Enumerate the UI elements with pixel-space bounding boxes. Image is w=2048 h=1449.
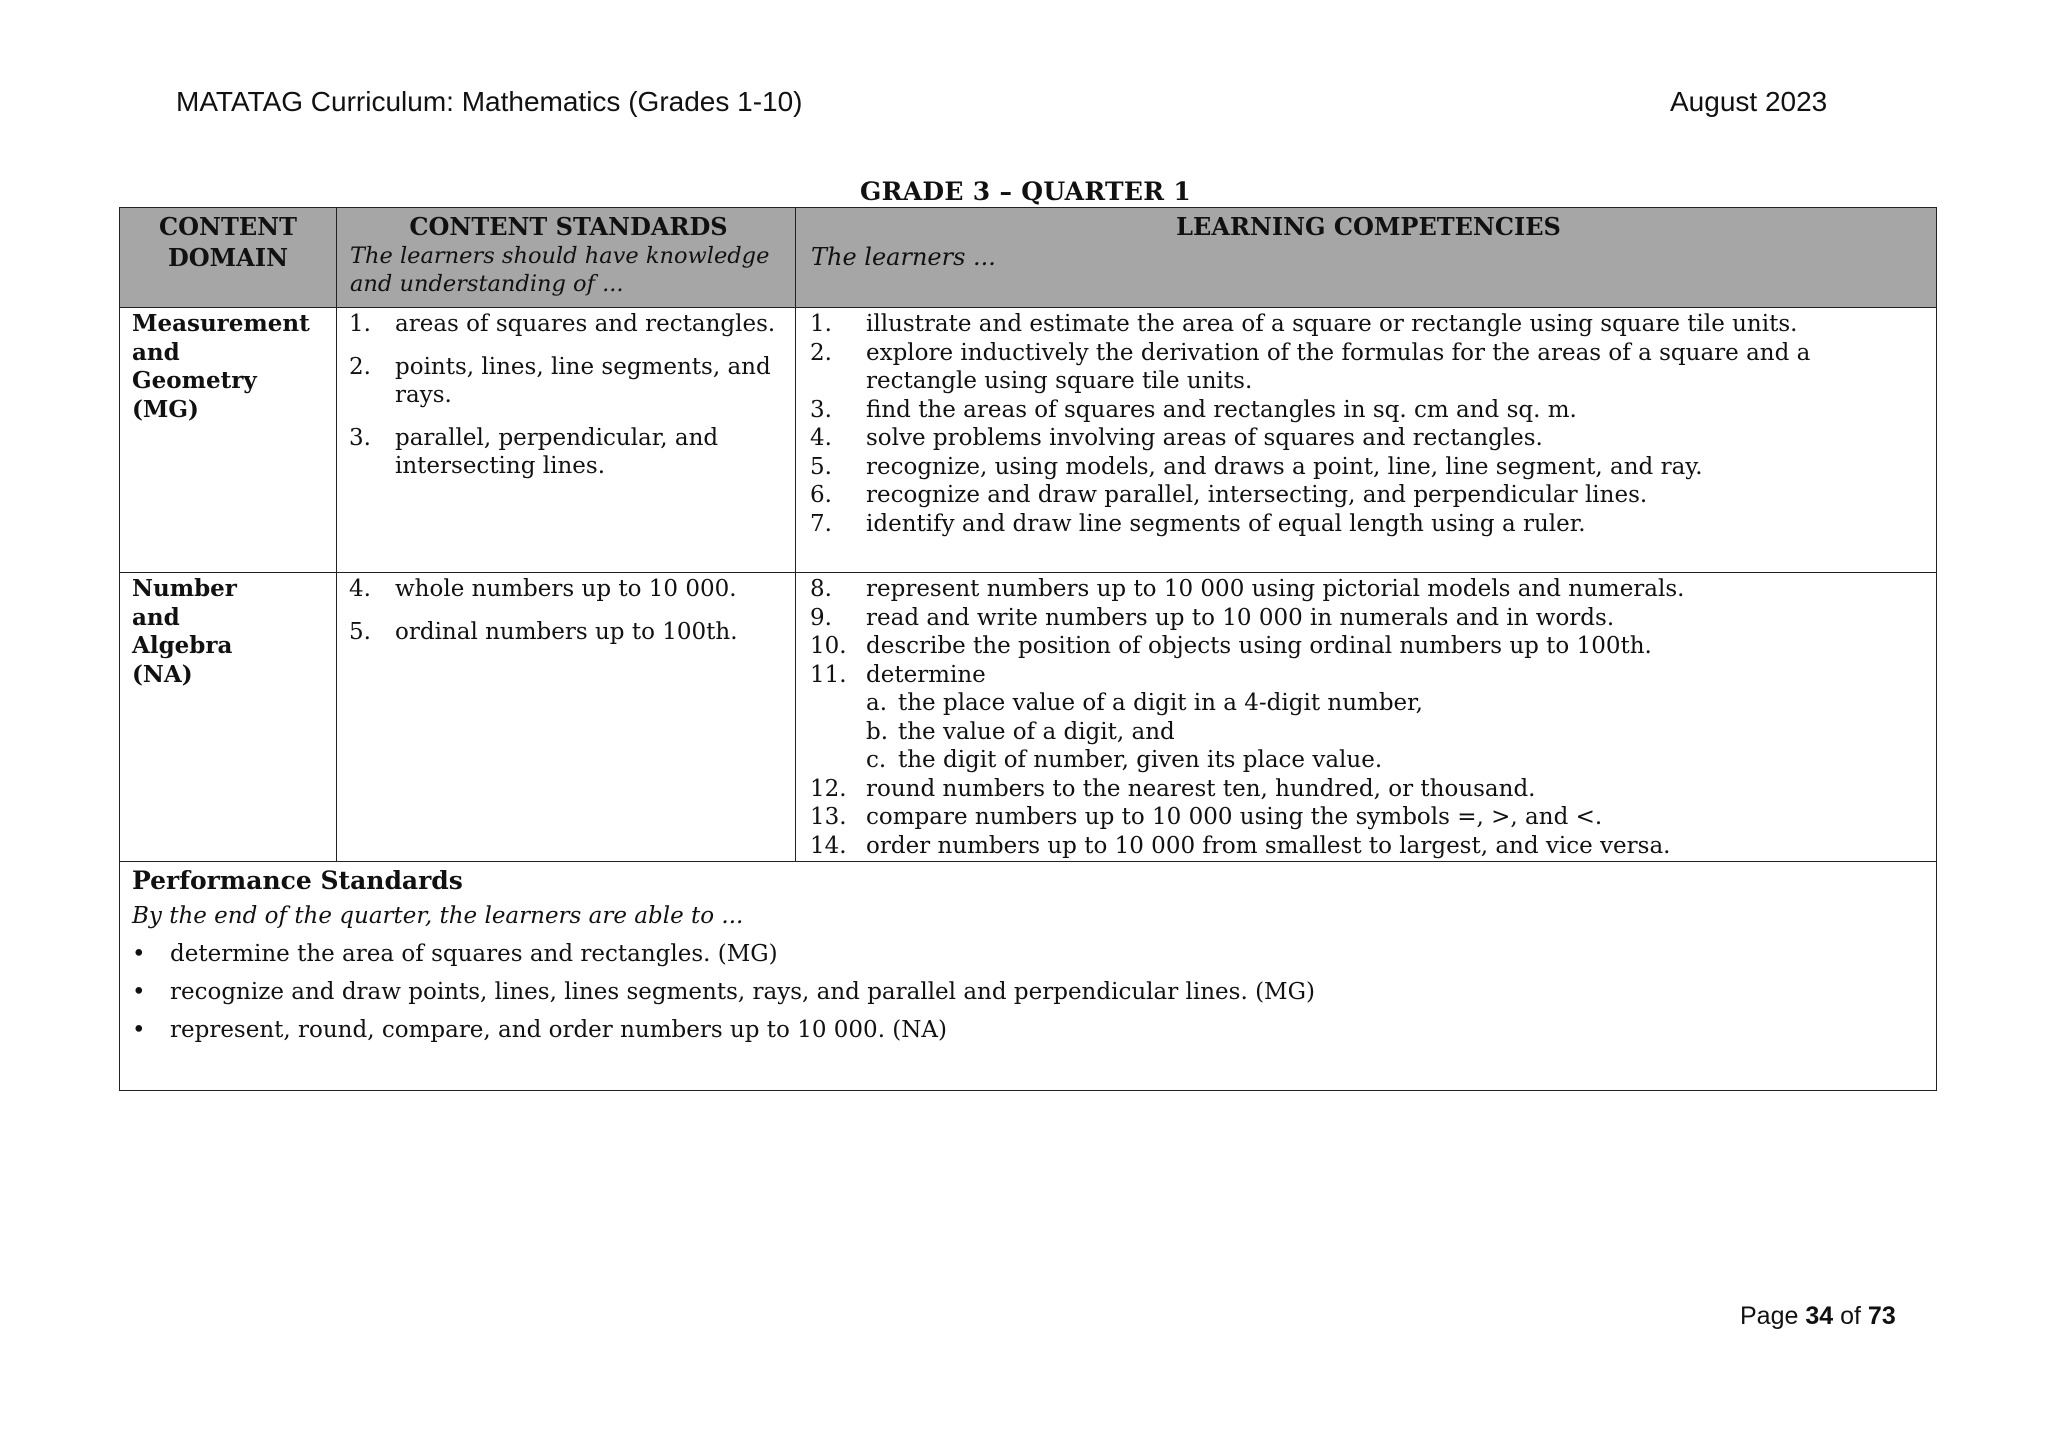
domain-cell-na bbox=[120, 573, 337, 862]
page-label: Page bbox=[1740, 1302, 1799, 1330]
item-number: 14. bbox=[810, 832, 847, 859]
performance-standards-row bbox=[120, 862, 1937, 1091]
item-text: read and write numbers up to 10 000 in numerals and in words. bbox=[866, 604, 1615, 631]
list-item bbox=[132, 973, 1926, 1011]
list-item bbox=[810, 832, 1926, 861]
performance-standards-title: Performance Standards bbox=[132, 866, 463, 895]
list-item bbox=[810, 510, 1926, 539]
domain-line: (MG) bbox=[132, 395, 199, 423]
item-text: represent, round, compare, and order numbers up to 10 000. (NA) bbox=[170, 1017, 947, 1043]
item-text: points, lines, line segments, and rays. bbox=[395, 353, 771, 408]
item-number: 12. bbox=[810, 775, 847, 802]
col-header-content-standards bbox=[337, 208, 796, 308]
item-number: 5. bbox=[349, 618, 371, 645]
page-of: of bbox=[1840, 1302, 1861, 1330]
item-text: recognize, using models, and draws a point, line, line segment, and ray. bbox=[866, 453, 1703, 480]
item-text: find the areas of squares and rectangles in sq. cm and sq. m. bbox=[866, 396, 1577, 423]
item-number: 2. bbox=[349, 353, 371, 380]
item-text: determine bbox=[866, 661, 986, 688]
item-text: the place value of a digit in a 4-digit number, bbox=[898, 690, 1423, 716]
list-subitem bbox=[810, 746, 1926, 775]
item-text: recognize and draw parallel, intersecting, and perpendicular lines. bbox=[866, 482, 1648, 508]
list-item bbox=[349, 424, 785, 481]
list-item bbox=[810, 803, 1926, 832]
col-header-content-standards-sub: The learners should have knowledge and understanding of ... bbox=[350, 243, 770, 297]
document-header-date: August 2023 bbox=[1670, 86, 1828, 117]
col-header-learning-competencies-title: LEARNING COMPETENCIES bbox=[1176, 212, 1561, 241]
item-number: 3. bbox=[349, 424, 371, 451]
item-number: 10. bbox=[810, 633, 847, 659]
performance-standards-list bbox=[132, 935, 1926, 1049]
col-header-content-standards-title: CONTENT STANDARDS bbox=[409, 212, 728, 241]
list-item bbox=[810, 661, 1926, 690]
domain-line: Measurement bbox=[132, 310, 310, 337]
domain-line: Algebra bbox=[132, 632, 233, 659]
list-item bbox=[810, 604, 1926, 633]
domain-line: and bbox=[132, 603, 180, 631]
col-header-learning-competencies bbox=[796, 208, 1937, 308]
list-item bbox=[810, 310, 1926, 339]
item-text: illustrate and estimate the area of a square or rectangle using square tile units. bbox=[866, 311, 1798, 337]
table-header-row bbox=[120, 208, 1937, 308]
domain-line: (NA) bbox=[132, 660, 193, 688]
item-number: 8. bbox=[810, 576, 832, 602]
standards-cell-mg bbox=[337, 308, 796, 573]
bullet-icon: • bbox=[132, 1017, 146, 1043]
list-item bbox=[132, 935, 1926, 973]
item-text: the digit of number, given its place value. bbox=[898, 747, 1383, 773]
curriculum-table bbox=[119, 207, 1937, 1091]
grade-quarter-title: GRADE 3 – QUARTER 1 bbox=[860, 177, 1192, 206]
bullet-icon: • bbox=[132, 979, 146, 1005]
list-item bbox=[810, 632, 1926, 661]
item-number: 9. bbox=[810, 604, 832, 631]
domain-line: Number bbox=[132, 575, 237, 602]
list-item bbox=[349, 310, 785, 339]
item-number: 6. bbox=[810, 482, 832, 508]
item-text: parallel, perpendicular, and intersecting lines. bbox=[395, 424, 719, 479]
item-text: areas of squares and rectangles. bbox=[395, 311, 776, 337]
item-number: 2. bbox=[810, 339, 832, 366]
list-item bbox=[810, 481, 1926, 510]
page-total: 73 bbox=[1867, 1302, 1896, 1330]
item-number: 5. bbox=[810, 453, 832, 480]
item-number: 4. bbox=[810, 425, 832, 451]
standards-cell-na bbox=[337, 573, 796, 862]
col-header-learning-competencies-sub: The learners ... bbox=[811, 243, 996, 271]
list-item bbox=[810, 575, 1926, 604]
list-item bbox=[132, 1011, 1926, 1049]
list-item bbox=[349, 618, 785, 647]
page-current: 34 bbox=[1805, 1302, 1834, 1330]
item-text: whole numbers up to 10 000. bbox=[395, 576, 737, 602]
item-number: 11. bbox=[810, 661, 847, 688]
list-item bbox=[810, 424, 1926, 453]
performance-standards-lead: By the end of the quarter, the learners are able to ... bbox=[132, 903, 744, 929]
list-subitem bbox=[810, 718, 1926, 747]
item-number: 3. bbox=[810, 396, 832, 423]
item-letter: a. bbox=[866, 690, 888, 716]
item-text: ordinal numbers up to 100th. bbox=[395, 618, 738, 645]
bullet-icon: • bbox=[132, 941, 146, 967]
performance-standards-cell bbox=[120, 862, 1937, 1091]
domain-line: Geometry bbox=[132, 367, 257, 394]
list-item bbox=[349, 353, 785, 410]
item-text: compare numbers up to 10 000 using the symbols =, >, and <. bbox=[866, 804, 1603, 830]
item-text: the value of a digit, and bbox=[898, 718, 1175, 745]
item-number: 13. bbox=[810, 804, 847, 830]
item-number: 4. bbox=[349, 576, 371, 602]
item-letter: b. bbox=[866, 718, 889, 745]
list-item bbox=[810, 775, 1926, 804]
list-item bbox=[810, 396, 1926, 425]
col-header-content-domain: CONTENT DOMAIN bbox=[120, 208, 337, 308]
item-number: 1. bbox=[810, 311, 832, 337]
item-text: describe the position of objects using ordinal numbers up to 100th. bbox=[866, 633, 1652, 659]
item-text: represent numbers up to 10 000 using pictorial models and numerals. bbox=[866, 576, 1685, 602]
page-number bbox=[1740, 1302, 1896, 1331]
item-text: order numbers up to 10 000 from smallest to largest, and vice versa. bbox=[866, 832, 1671, 859]
table-row-number-algebra bbox=[120, 573, 1937, 862]
table-row-measurement-geometry bbox=[120, 308, 1937, 573]
item-text: determine the area of squares and rectangles. (MG) bbox=[170, 941, 778, 967]
domain-line: and bbox=[132, 338, 180, 366]
document-header-title: MATATAG Curriculum: Mathematics (Grades 1-10) bbox=[176, 86, 803, 117]
list-item bbox=[349, 575, 785, 604]
item-text: identify and draw line segments of equal length using a ruler. bbox=[866, 510, 1586, 537]
item-text: round numbers to the nearest ten, hundred, or thousand. bbox=[866, 775, 1536, 802]
item-text: solve problems involving areas of squares and rectangles. bbox=[866, 425, 1543, 451]
item-number: 7. bbox=[810, 510, 832, 537]
domain-cell-mg bbox=[120, 308, 337, 573]
item-letter: c. bbox=[866, 747, 887, 773]
competencies-cell-na bbox=[796, 573, 1937, 862]
item-text: explore inductively the derivation of the formulas for the areas of a square and a rectangle using square tile units. bbox=[866, 339, 1811, 394]
list-subitem bbox=[810, 689, 1926, 718]
item-number: 1. bbox=[349, 311, 371, 337]
competencies-cell-mg bbox=[796, 308, 1937, 573]
list-item bbox=[810, 339, 1926, 396]
list-item bbox=[810, 453, 1926, 482]
item-text: recognize and draw points, lines, lines segments, rays, and parallel and perpendicular lines. (MG) bbox=[170, 979, 1315, 1005]
